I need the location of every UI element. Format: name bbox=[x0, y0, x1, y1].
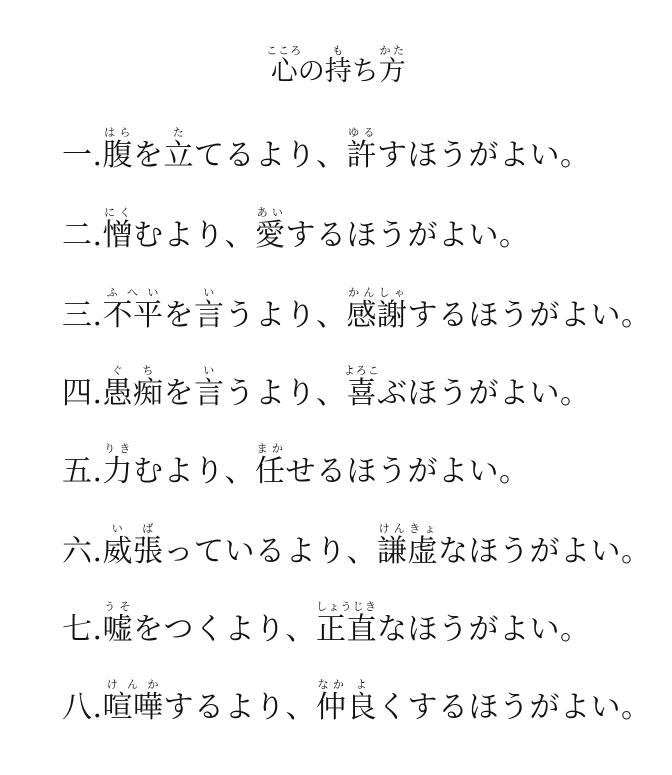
rule-number: 四. bbox=[62, 376, 103, 411]
furigana: かた bbox=[378, 44, 406, 57]
rule-text: するより、 bbox=[163, 690, 317, 725]
furigana: も bbox=[324, 44, 352, 57]
rule-word: 感謝かんしゃ bbox=[346, 286, 408, 333]
furigana: ふへい bbox=[102, 286, 164, 299]
furigana: けんか bbox=[102, 678, 164, 691]
rule-line-8 bbox=[62, 678, 652, 723]
rule-text: するほうがよい。 bbox=[407, 298, 652, 333]
rule-text: を bbox=[163, 376, 195, 411]
rule-line-3 bbox=[62, 286, 652, 331]
rule-word: 愚痴ぐち bbox=[102, 364, 164, 411]
rule-text: くするほうがよい。 bbox=[377, 690, 652, 725]
furigana: りき bbox=[102, 442, 134, 455]
rule-number: 三. bbox=[62, 298, 103, 333]
rule-text: ぶほうがよい。 bbox=[377, 376, 591, 411]
rule-word: 嘘うそ bbox=[102, 600, 134, 647]
rule-word: 愛あい bbox=[255, 206, 286, 253]
rule-text: うより、 bbox=[224, 298, 347, 333]
furigana: しょうじき bbox=[316, 600, 378, 613]
furigana: うそ bbox=[102, 600, 134, 613]
title-text: の bbox=[297, 56, 325, 87]
rule-text: てるより、 bbox=[194, 138, 347, 173]
furigana: あい bbox=[255, 206, 286, 219]
rule-text: を bbox=[133, 138, 164, 173]
rule-text: すほうがよい。 bbox=[377, 138, 591, 173]
rule-text: なほうがよい。 bbox=[438, 534, 652, 569]
rule-text: せるほうがよい。 bbox=[285, 454, 530, 489]
rule-text: むより、 bbox=[133, 454, 256, 489]
furigana: かんしゃ bbox=[346, 286, 408, 299]
rule-word: 力りき bbox=[102, 442, 134, 489]
furigana: はら bbox=[102, 126, 134, 139]
rule-word: 不平ふへい bbox=[102, 286, 164, 333]
furigana: いば bbox=[102, 522, 164, 535]
rule-number: 八. bbox=[62, 690, 103, 725]
rule-word: 腹はら bbox=[102, 126, 134, 173]
furigana: けんきょ bbox=[377, 522, 439, 535]
furigana: い bbox=[194, 364, 225, 377]
rule-word: 任まか bbox=[255, 442, 286, 489]
title-kokoro: 心こころ bbox=[266, 44, 303, 87]
rule-number: 七. bbox=[62, 612, 103, 647]
rule-line-1 bbox=[62, 126, 591, 171]
rule-word: 正直しょうじき bbox=[316, 600, 378, 647]
rule-line-2 bbox=[62, 206, 530, 251]
furigana: なか bbox=[316, 678, 347, 691]
rule-number: 五. bbox=[62, 454, 103, 489]
furigana: た bbox=[163, 126, 195, 139]
rule-text: っているより、 bbox=[163, 534, 378, 569]
title-mo: 持も bbox=[324, 44, 352, 87]
rule-word: 言い bbox=[194, 364, 225, 411]
rule-number: 二. bbox=[62, 218, 103, 253]
rule-number: 一. bbox=[62, 138, 103, 173]
furigana: にく bbox=[102, 206, 134, 219]
rule-word: 喧嘩けんか bbox=[102, 678, 164, 725]
furigana: よろこ bbox=[343, 364, 380, 377]
rule-line-6 bbox=[62, 522, 652, 567]
furigana: ゆる bbox=[346, 126, 378, 139]
furigana: よ bbox=[346, 678, 378, 691]
rule-word: 憎にく bbox=[102, 206, 134, 253]
rule-word: 立た bbox=[163, 126, 195, 173]
title-kata: 方かた bbox=[378, 44, 406, 87]
rule-line-7 bbox=[62, 600, 591, 645]
rule-word: 言い bbox=[194, 286, 225, 333]
rule-line-4 bbox=[62, 364, 591, 409]
rule-word: 許ゆる bbox=[346, 126, 378, 173]
rule-line-5 bbox=[62, 442, 530, 487]
rule-word: 謙虚けんきょ bbox=[377, 522, 439, 569]
rule-number: 六. bbox=[62, 534, 103, 569]
rule-text: なほうがよい。 bbox=[377, 612, 591, 647]
furigana: い bbox=[194, 286, 225, 299]
rule-word: 仲なか bbox=[316, 678, 347, 725]
rule-text: うより、 bbox=[224, 376, 347, 411]
rule-word: 喜よろこ bbox=[343, 364, 380, 411]
rule-text: むより、 bbox=[133, 218, 256, 253]
rule-text: するほうがよい。 bbox=[285, 218, 530, 253]
rule-word: 良よ bbox=[346, 678, 378, 725]
rule-text: を bbox=[163, 298, 195, 333]
rule-word: 威張いば bbox=[102, 522, 164, 569]
page-title bbox=[0, 44, 672, 85]
furigana: ぐち bbox=[102, 364, 164, 377]
furigana: こころ bbox=[266, 44, 303, 57]
title-text: ち bbox=[351, 56, 379, 87]
furigana: まか bbox=[255, 442, 286, 455]
rule-text: をつくより、 bbox=[133, 612, 317, 647]
